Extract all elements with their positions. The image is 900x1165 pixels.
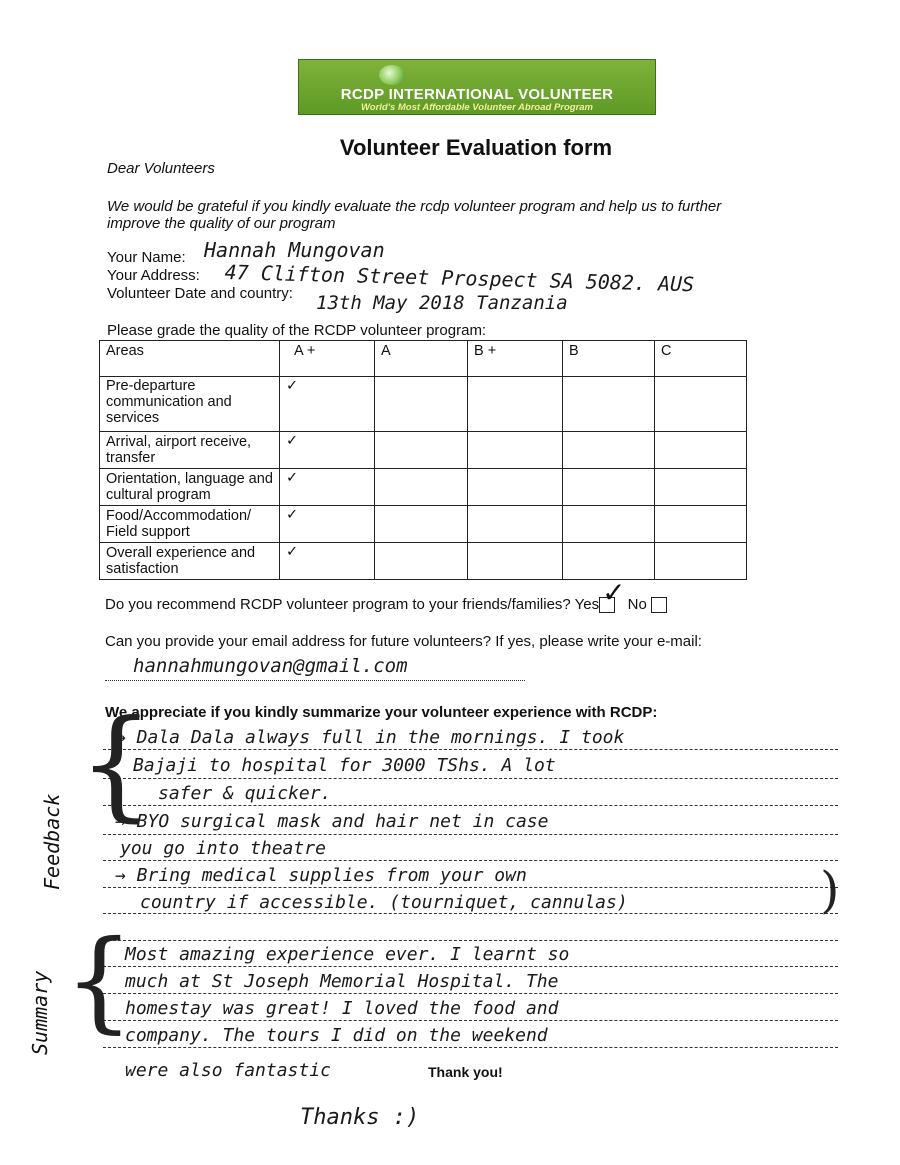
grade-cell[interactable] (655, 506, 747, 543)
grade-row (100, 543, 747, 580)
feedback-brace-icon: { (78, 695, 155, 834)
grade-row (100, 469, 747, 506)
email-value[interactable]: hannahmungovan@gmail.com (133, 655, 408, 677)
globe-icon (379, 65, 405, 85)
header-a: A (375, 341, 468, 377)
feedback-line: → BYO surgical mask and hair net in case (115, 811, 549, 832)
thank-you: Thank you! (428, 1064, 503, 1080)
grade-cell[interactable] (375, 432, 468, 469)
name-label: Your Name: (107, 249, 186, 266)
grade-cell[interactable] (375, 506, 468, 543)
grade-row (100, 377, 747, 432)
address-label: Your Address: (107, 267, 200, 284)
grade-cell[interactable] (468, 506, 563, 543)
date-value[interactable]: 13th May 2018 Tanzania (316, 292, 568, 314)
yes-checkbox[interactable] (599, 577, 626, 613)
grade-cell[interactable] (468, 432, 563, 469)
logo-subtitle: World's Most Affordable Volunteer Abroad Program (360, 102, 594, 113)
header-areas: Areas (100, 341, 280, 377)
closing-paren-icon: ) (820, 861, 840, 919)
feedback-line: safer & quicker. (158, 783, 332, 804)
ruled-line (103, 966, 838, 967)
header-b: B (563, 341, 655, 377)
grade-row (100, 432, 747, 469)
no-checkbox[interactable] (651, 597, 667, 613)
feedback-line: country if accessible. (tourniquet, cannulas) (140, 892, 628, 913)
feedback-line: Bajaji to hospital for 3000 TShs. A lot (133, 755, 556, 776)
summary-side-label: Summary (28, 970, 52, 1055)
grade-cell[interactable] (563, 469, 655, 506)
logo-title: RCDP INTERNATIONAL VOLUNTEER (340, 86, 614, 103)
a-plus-tick[interactable]: ✓ (280, 377, 375, 432)
grade-cell[interactable] (468, 543, 563, 580)
grade-cell[interactable] (563, 506, 655, 543)
summary-line: much at St Joseph Memorial Hospital. The (125, 971, 559, 992)
summary-brace-icon: { (64, 916, 134, 1044)
ruled-line (103, 1020, 838, 1021)
yes-label: Yes (574, 596, 600, 613)
grade-cell[interactable] (563, 432, 655, 469)
email-question: Can you provide your email address for future volunteers? If yes, please write your e-mail: (105, 633, 702, 650)
feedback-side-label: Feedback (40, 793, 64, 890)
summary-line: company. The tours I did on the weekend (125, 1025, 548, 1046)
a-plus-tick[interactable]: ✓ (280, 469, 375, 506)
ruled-line (103, 913, 838, 914)
date-label: Volunteer Date and country: (107, 285, 293, 302)
grade-header-row (100, 341, 747, 377)
address-value[interactable]: 47 Clifton Street Prospect SA 5082. AUS (224, 260, 695, 297)
ruled-line (103, 749, 838, 750)
grade-cell[interactable] (468, 469, 563, 506)
ruled-line (103, 778, 838, 779)
a-plus-tick[interactable]: ✓ (280, 432, 375, 469)
grade-cell[interactable] (468, 377, 563, 432)
ruled-line (103, 860, 838, 861)
grade-row (100, 506, 747, 543)
rcdp-logo (298, 59, 656, 115)
ruled-line (103, 993, 838, 994)
header-a-plus: A + (280, 341, 375, 377)
ruled-line (103, 805, 838, 806)
form-title: Volunteer Evaluation form (339, 135, 613, 160)
feedback-line: → Bring medical supplies from your own (115, 865, 527, 886)
summary-line: Most amazing experience ever. I learnt so (125, 944, 570, 965)
area-label: Overall experience and satisfaction (100, 543, 280, 580)
no-label: No (627, 596, 647, 613)
intro-line-2: improve the quality of our program (107, 215, 336, 232)
recommend-row (105, 577, 667, 613)
feedback-line: → Dala Dala always full in the mornings. I took (115, 727, 625, 748)
greeting: Dear Volunteers (107, 160, 215, 177)
area-label: Food/Accommodation/ Field support (100, 506, 280, 543)
grade-cell[interactable] (563, 377, 655, 432)
name-value[interactable]: Hannah Mungovan (204, 238, 385, 262)
summary-line: were also fantastic (125, 1060, 331, 1081)
header-c: C (655, 341, 747, 377)
grade-cell[interactable] (655, 377, 747, 432)
ruled-line (103, 940, 838, 941)
area-label: Orientation, language and cultural program (100, 469, 280, 506)
grade-cell[interactable] (655, 543, 747, 580)
header-b-plus: B + (468, 341, 563, 377)
area-label: Pre-departure communication and services (100, 377, 280, 432)
handwritten-thanks: Thanks :) (300, 1105, 420, 1130)
intro-line-1: We would be grateful if you kindly evaluate the rcdp volunteer program and help us to further (107, 198, 722, 215)
yes-checkmark: ✓ (602, 577, 626, 609)
grade-prompt: Please grade the quality of the RCDP volunteer program: (107, 322, 487, 339)
email-dotted-line (105, 680, 525, 681)
ruled-line (103, 1047, 838, 1048)
grade-cell[interactable] (563, 543, 655, 580)
area-label: Arrival, airport receive, transfer (100, 432, 280, 469)
ruled-line (103, 887, 838, 888)
grade-table (99, 340, 747, 580)
grade-cell[interactable] (375, 469, 468, 506)
grade-cell[interactable] (375, 377, 468, 432)
grade-cell[interactable] (655, 469, 747, 506)
a-plus-tick[interactable]: ✓ (280, 543, 375, 580)
recommend-question: Do you recommend RCDP volunteer program to your friends/families? (105, 596, 571, 613)
ruled-line (103, 834, 838, 835)
a-plus-tick[interactable]: ✓ (280, 506, 375, 543)
grade-cell[interactable] (375, 543, 468, 580)
feedback-line: you go into theatre (120, 838, 326, 859)
grade-cell[interactable] (655, 432, 747, 469)
summary-prompt: We appreciate if you kindly summarize your volunteer experience with RCDP: (105, 704, 658, 721)
summary-line: homestay was great! I loved the food and (125, 998, 559, 1019)
